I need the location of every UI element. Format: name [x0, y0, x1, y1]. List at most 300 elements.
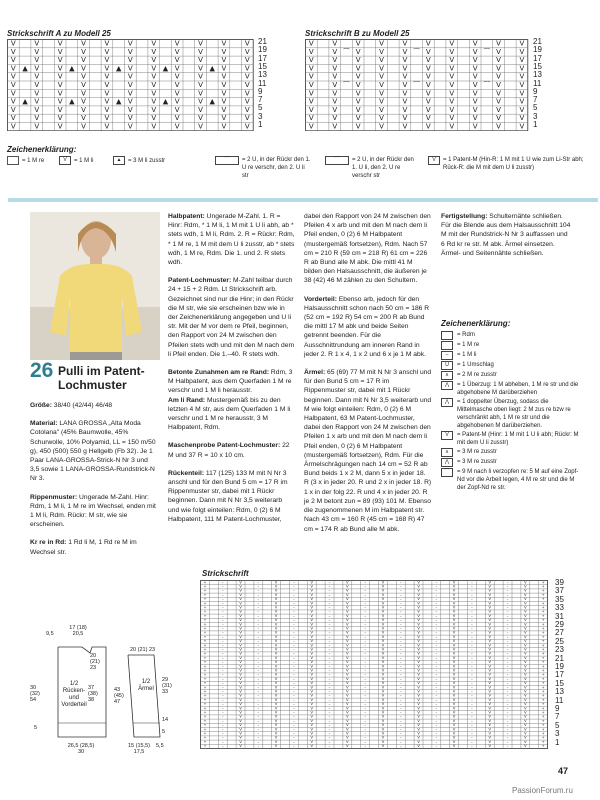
chart-symbol: – [293, 731, 295, 736]
chart-symbol: – [506, 664, 509, 669]
chart-symbol: – [399, 622, 402, 627]
chart-symbol: – [471, 735, 473, 740]
chart-symbol: – [471, 651, 473, 656]
chart-symbol: – [471, 580, 473, 585]
chart-symbol: V [379, 79, 384, 89]
chart-symbol: – [221, 601, 224, 606]
chart-symbol: V [417, 672, 420, 677]
row-number: 23 [555, 645, 564, 655]
chart-symbol: V [524, 664, 527, 669]
chart-symbol: – [257, 685, 260, 690]
chart-symbol: – [221, 685, 224, 690]
chart-symbol: – [506, 630, 509, 635]
chart-symbol: – [506, 584, 509, 589]
chart-symbol: V [425, 88, 431, 98]
chart-symbol: V [524, 693, 527, 698]
chart-symbol: – [257, 618, 260, 623]
chart-symbol: – [506, 714, 509, 719]
chart-symbol: V [488, 689, 491, 694]
chart-symbol: V [57, 71, 63, 81]
chart-symbol: V [381, 626, 385, 631]
chart-symbol: – [399, 706, 402, 711]
chart-symbol: – [328, 689, 331, 694]
chart-symbol: V [524, 630, 527, 635]
chart-symbol: V [198, 39, 203, 48]
chart-symbol: – [293, 668, 295, 673]
chart-symbol: V [488, 702, 491, 707]
row-number: 11 [555, 695, 564, 705]
chart-symbol: V [381, 647, 385, 652]
chart-symbol: V [417, 702, 420, 707]
chart-symbol: – [435, 647, 438, 652]
chart-symbol: V [417, 647, 420, 652]
chart-symbol: V [310, 588, 313, 593]
chart-symbol: V [381, 739, 385, 744]
legend-symbol-icon: ⌒ [441, 468, 453, 477]
chart-symbol: V [346, 605, 349, 610]
chart-symbol: – [221, 613, 224, 618]
chart-symbol: V [239, 723, 242, 728]
chart-symbol: – [471, 681, 473, 686]
chart-symbol: V [239, 630, 242, 635]
chart-symbol: – [293, 735, 295, 740]
chart-symbol: V [524, 739, 527, 744]
chart-symbol: ▲ [209, 96, 215, 106]
chart-symbol: V [310, 739, 313, 744]
chart-symbol: V [381, 693, 385, 698]
chart-symbol: ▲ [115, 63, 122, 73]
chart-symbol: V [417, 660, 420, 665]
column-2 [168, 212, 295, 533]
chart-symbol: – [328, 605, 331, 610]
chart-symbol: V [221, 55, 227, 65]
chart-symbol: V [274, 672, 278, 677]
chart-symbol: V [346, 597, 349, 602]
legend-symbol-icon [441, 341, 453, 350]
chart-symbol: – [257, 622, 260, 627]
chart-symbol: V [174, 121, 180, 131]
chart-symbol: – [399, 727, 402, 732]
chart-symbol: ▲ [69, 96, 75, 106]
chart-symbol: V [524, 613, 527, 618]
chart-symbol: – [471, 639, 473, 644]
rib-paragraph: Rippenmuster: Ungerade M-Zahl. Hinr: Rdm, 1 M li, 1 M re im Wechsel, enden mit 1 M li, Rdm. Rückr: M str, wie sie erscheinen. [30, 493, 156, 529]
row-number: 5 [533, 103, 538, 113]
chart-symbol: + [541, 618, 545, 623]
chart-symbol: V [417, 706, 420, 711]
chart-symbol: + [541, 580, 545, 585]
row-number: 15 [533, 61, 542, 71]
chart-symbol: – [221, 714, 224, 719]
chart-symbol: – [364, 735, 367, 740]
chart-symbol: V [488, 647, 491, 652]
chart-symbol: V [381, 609, 385, 614]
chart-symbol: – [257, 592, 260, 597]
chart-symbol: + [203, 744, 207, 749]
row-number: 37 [555, 586, 564, 596]
chart-symbol: V [488, 639, 491, 644]
chart-symbol: – [364, 601, 367, 606]
chart-symbol: V [417, 668, 420, 673]
chart-symbol: V [81, 121, 86, 131]
chart-symbol: – [471, 634, 473, 639]
chart-symbol: V [274, 735, 278, 740]
chart-symbol: – [435, 706, 438, 711]
chart-symbol: V [524, 605, 527, 610]
chart-symbol: + [203, 710, 207, 715]
chart-symbol: ▲ [209, 63, 215, 73]
chart-symbol: – [506, 723, 509, 728]
chart-symbol: – [506, 702, 509, 707]
chart-symbol: V [239, 601, 242, 606]
chart-symbol: – [364, 714, 367, 719]
chart-symbol: – [435, 592, 438, 597]
chart-symbol: V [402, 39, 408, 48]
chart-symbol: – [293, 744, 295, 749]
chart-symbol: V [10, 55, 16, 65]
chart-symbol: V [244, 55, 250, 65]
chart-symbol: – [471, 727, 473, 732]
chart-symbol: V [346, 718, 349, 723]
chart-symbol: V [381, 714, 385, 719]
chart-symbol: V [244, 71, 250, 81]
chart-symbol: V [310, 630, 313, 635]
row-number: 31 [555, 611, 564, 621]
chart-symbol: V [496, 63, 501, 73]
chart-symbol: – [328, 702, 331, 707]
chart-symbol: V [488, 609, 491, 614]
chart-symbol: V [10, 104, 16, 114]
chart-symbol: – [364, 685, 367, 690]
chart-symbol: V [452, 634, 456, 639]
chart-symbol: + [203, 592, 207, 597]
chart-symbol: V [310, 639, 313, 644]
legend-right-text: = 2 M re zusstr [457, 372, 497, 378]
chart-symbol: V [524, 681, 527, 686]
chart-symbol: – [506, 739, 509, 744]
chart-symbol: V [519, 88, 525, 98]
chart-symbol: + [541, 739, 545, 744]
chart-symbol: V [346, 689, 349, 694]
chart-symbol: – [506, 689, 509, 694]
chart-symbol: – [471, 588, 473, 593]
chart-symbol: + [541, 584, 545, 589]
chart-symbol: V [34, 113, 40, 123]
chart-symbol: – [221, 718, 224, 723]
legend-right-text: = 1 doppelter Überzug, sodass die Mittelmasche oben liegt: 2 M zus re bzw re verschränkt abh, 1 M re str und die abgehobenen M darüberziehen. [457, 399, 571, 429]
chart-symbol: V [402, 79, 408, 89]
chart-a-row-numbers [258, 38, 276, 134]
chart-symbol: V [417, 664, 420, 669]
chart-symbol: V [417, 651, 420, 656]
chart-symbol: V [381, 706, 385, 711]
chart-symbol: + [203, 647, 207, 652]
sleeve-rib-label: 5 [162, 729, 166, 735]
chart-symbol: – [328, 697, 331, 702]
model-number: 26 [30, 359, 54, 382]
chart-symbol: V [174, 113, 180, 123]
chart-symbol: V [519, 46, 525, 56]
chart-symbol: V [449, 88, 455, 98]
chart-symbol: + [541, 685, 545, 690]
chart-symbol: V [524, 618, 527, 623]
chart-symbol: – [399, 597, 402, 602]
chart-symbol: – [506, 622, 509, 627]
chart-symbol: – [328, 685, 331, 690]
chart-symbol: – [293, 651, 295, 656]
chart-c-grid [200, 580, 550, 750]
chart-symbol: V [452, 597, 456, 602]
chart-symbol: V [239, 626, 242, 631]
chart-symbol: V [346, 647, 349, 652]
chart-symbol: V [10, 113, 16, 123]
chart-symbol: V [198, 113, 203, 123]
chart-symbol: – [221, 592, 224, 597]
chart-symbol: V [151, 121, 157, 131]
chart-symbol: V [425, 71, 431, 81]
chart-symbol: V [244, 79, 250, 89]
chart-symbol: – [328, 714, 331, 719]
row-number: 11 [533, 78, 542, 88]
halbpatent-paragraph: Halbpatent: Ungerade M-Zahl. 1. R = Hinr: Rdm, * 1 M li, 1 M mit 1 U li abh, ab * stets wdh, 1 M li, Rdm. 2. R = Rückr: Rdm, * 1 M re, 1 M mit dem U li zusstr, ab * stets wdh, 1 M re, Rdm. Die 1. und 2. R stets wdh. [168, 213, 295, 267]
chart-symbol: V [346, 706, 349, 711]
chart-symbol: V [221, 113, 227, 123]
chart-symbol: V [151, 46, 157, 56]
row-number: 7 [258, 95, 263, 105]
chart-symbol: V [239, 660, 242, 665]
legend-right-text: = Rdm [457, 332, 475, 338]
chart-symbol: V [425, 55, 431, 65]
chart-symbol: V [381, 723, 385, 728]
chart-symbol: V [402, 88, 408, 98]
row-number: 33 [555, 603, 564, 613]
chart-symbol: – [364, 668, 367, 673]
chart-symbol: – [293, 702, 295, 707]
chart-symbol: – [221, 723, 224, 728]
chart-symbol: ▲ [115, 96, 122, 106]
chart-symbol: – [506, 697, 509, 702]
chart-symbol: – [221, 580, 224, 585]
chart-symbol: + [541, 706, 545, 711]
chart-symbol: – [399, 580, 402, 585]
chart-symbol: V [452, 714, 456, 719]
chart-symbol: – [364, 710, 367, 715]
chart-symbol: – [221, 626, 224, 631]
chart-symbol: V [274, 643, 278, 648]
chart-symbol: – [328, 739, 331, 744]
chart-symbol: + [541, 681, 545, 686]
chart-symbol: – [328, 676, 331, 681]
chart-symbol: – [257, 584, 260, 589]
chart-symbol: ▲ [69, 63, 75, 73]
watermark: PassionForum.ru [512, 786, 573, 795]
chart-symbol: V [379, 46, 384, 56]
chart-symbol: V [519, 104, 525, 114]
row-number: 15 [258, 61, 267, 71]
chart-symbol: V [417, 634, 420, 639]
chart-symbol: V [310, 681, 313, 686]
chart-symbol: V [488, 588, 491, 593]
chart-symbol: – [221, 739, 224, 744]
chart-symbol: V [174, 79, 180, 89]
chart-symbol: V [127, 71, 133, 81]
chart-symbol: – [399, 735, 402, 740]
chart-symbol: V [425, 46, 431, 56]
chart-symbol: – [328, 727, 331, 732]
chart-symbol: – [328, 588, 331, 593]
chart-symbol: – [399, 681, 402, 686]
legend-top-item-4: ⌒ = 2 U, in der Rückr den 1. U li, den 2. U re verschr str [325, 156, 415, 180]
chart-symbol: V [310, 626, 313, 631]
chart-symbol: V [496, 113, 501, 123]
chart-symbol: – [328, 655, 331, 660]
chart-symbol: V [488, 710, 491, 715]
chart-symbol: V [274, 660, 278, 665]
row-number: 17 [533, 53, 542, 63]
chart-symbol: – [293, 588, 295, 593]
chart-symbol: V [381, 731, 385, 736]
legend-symbol-icon: ⋀ [441, 381, 453, 390]
chart-symbol: + [203, 618, 207, 623]
chart-symbol: V [381, 601, 385, 606]
chart-symbol: V [104, 104, 110, 114]
legend-right-text: = 1 Überzug: 1 M abheben, 1 M re str und die abgehobene M darüberziehen [457, 382, 579, 396]
chart-symbol: V [274, 739, 278, 744]
row-number: 1 [555, 737, 560, 747]
chart-symbol: – [506, 672, 509, 677]
chart-symbol: V [244, 121, 250, 131]
chart-symbol: – [399, 689, 402, 694]
chart-symbol: V [355, 104, 361, 114]
chart-symbol: – [506, 706, 509, 711]
chart-symbol: V [417, 630, 420, 635]
chart-symbol: – [328, 651, 331, 656]
chart-symbol: – [328, 664, 331, 669]
chart-symbol: – [435, 660, 438, 665]
chart-symbol: – [257, 655, 260, 660]
chart-symbol: V [346, 744, 349, 749]
chart-symbol: – [293, 689, 295, 694]
chart-symbol: V [239, 689, 242, 694]
chart-symbol: V [496, 104, 501, 114]
row-number: 9 [555, 704, 560, 713]
chart-symbol: V [310, 622, 313, 627]
chart-symbol: V [81, 104, 86, 114]
chart-symbol: V [346, 588, 349, 593]
chart-symbol: V [239, 739, 242, 744]
chart-symbol: V [310, 718, 313, 723]
sleeve-top-label: 20 (21) 23 [130, 647, 156, 653]
chart-symbol: V [310, 634, 313, 639]
chart-symbol: – [506, 580, 509, 585]
chart-symbol: – [506, 727, 509, 732]
chart-symbol: V [274, 676, 278, 681]
chart-symbol: + [203, 626, 207, 631]
chart-symbol: – [435, 697, 438, 702]
chart-symbol: V [346, 622, 349, 627]
chart-symbol: V [452, 588, 456, 593]
chart-symbol: V [239, 697, 242, 702]
chart-symbol: V [488, 735, 491, 740]
chart-symbol: V [274, 622, 278, 627]
chart-symbol: V [524, 710, 527, 715]
chart-symbol: V [417, 739, 420, 744]
chart-symbol: V [244, 88, 250, 98]
chart-symbol: – [257, 714, 260, 719]
kr-paragraph: Kr re in Rd: 1 Rd li M, 1 Rd re M im Wechsel str. [30, 539, 137, 556]
chart-symbol: + [541, 689, 545, 694]
chart-symbol: – [293, 676, 295, 681]
chart-symbol: V [274, 697, 278, 702]
chart-symbol: V [381, 697, 385, 702]
chart-symbol: V [239, 702, 242, 707]
chart-symbol: – [506, 601, 509, 606]
chart-symbol: V [174, 96, 180, 106]
double-yarnover-icon: ⌒ [215, 156, 239, 165]
chart-symbol: – [221, 588, 224, 593]
chart-symbol: V [449, 71, 455, 81]
chart-symbol: + [541, 714, 545, 719]
chart-symbol: – [506, 710, 509, 715]
chart-symbol: – [399, 739, 402, 744]
chart-symbol: V [449, 63, 455, 73]
row-number: 3 [533, 111, 538, 121]
chart-symbol: + [541, 630, 545, 635]
chart-symbol: V [57, 63, 63, 73]
legend-right-text: = Patent-M (Hinr: 1 M mit 1 U li abh; Rückr: M mit dem U li zusstr) [457, 432, 579, 446]
legend-top-item-2: ▲ = 3 M li zusstr [113, 156, 165, 165]
chart-symbol: V [472, 121, 478, 131]
chart-symbol: ▲ [22, 63, 28, 73]
chart-symbol: – [257, 731, 260, 736]
chart-symbol: – [471, 731, 473, 736]
row-number: 21 [533, 37, 542, 46]
chart-symbol: V [346, 723, 349, 728]
chart-symbol: – [506, 651, 509, 656]
chart-symbol: – [293, 647, 295, 652]
chart-symbol: V [488, 693, 491, 698]
chart-symbol: V [274, 597, 278, 602]
chart-symbol: V [310, 723, 313, 728]
chart-symbol: V [381, 580, 385, 585]
chart-symbol: V [151, 55, 157, 65]
chart-symbol: V [274, 681, 278, 686]
chart-symbol: + [541, 655, 545, 660]
legend-right-title: Zeichenerklärung: [441, 319, 511, 328]
chart-symbol: – [435, 668, 438, 673]
chart-symbol: V [198, 46, 203, 56]
row-number: 17 [258, 53, 267, 63]
chart-symbol: – [364, 702, 367, 707]
chart-symbol: – [221, 609, 224, 614]
chart-symbol: – [364, 676, 367, 681]
chart-symbol: – [328, 639, 331, 644]
model-title: Pulli im Patent-Lochmuster [58, 364, 145, 392]
chart-symbol: V [425, 39, 431, 48]
chart-symbol: V [346, 735, 349, 740]
chart-symbol: V [452, 618, 456, 623]
schematic-labels [30, 625, 180, 765]
row-number: 19 [555, 662, 564, 671]
chart-symbol: – [364, 609, 367, 614]
chart-symbol: V [417, 622, 420, 627]
chart-symbol: – [506, 639, 509, 644]
chart-symbol: V [449, 104, 455, 114]
chart-symbol: – [506, 647, 509, 652]
chart-symbol: – [293, 693, 295, 698]
chart-symbol: V [524, 588, 527, 593]
chart-symbol: V [10, 88, 16, 98]
